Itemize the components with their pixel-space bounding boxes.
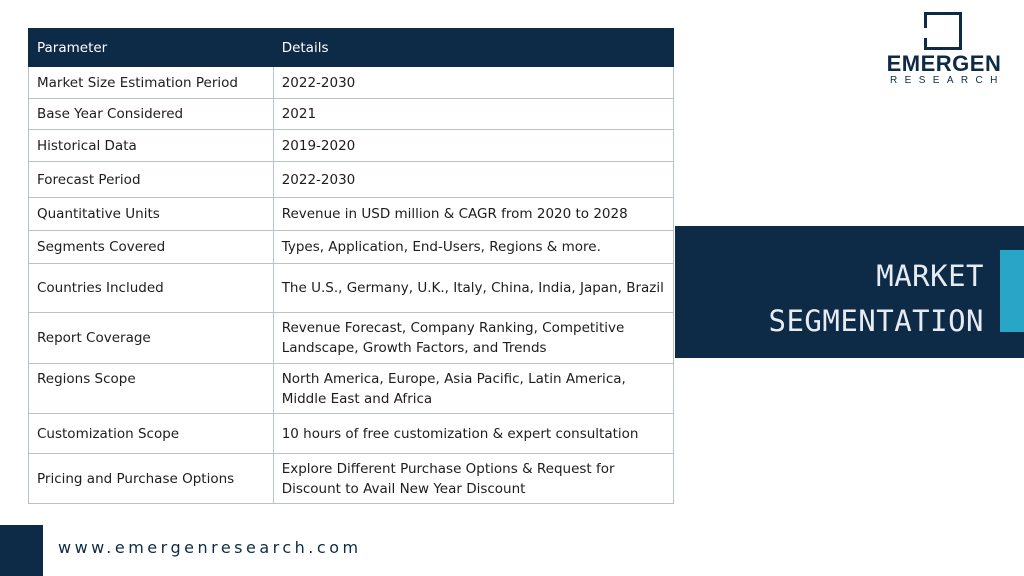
row-parameter: Regions Scope [29,364,274,414]
table-row [29,454,674,504]
row-details: The U.S., Germany, U.K., Italy, China, India, Japan, Brazil [273,264,673,313]
row-parameter: Customization Scope [29,414,274,454]
row-parameter: Segments Covered [29,231,274,264]
logo-subtitle: RESEARCH [890,75,1005,86]
row-parameter: Report Coverage [29,313,274,364]
square-bracket-logo-icon [924,12,962,50]
row-details: 2019-2020 [273,130,673,162]
row-details: Revenue Forecast, Company Ranking, Competitive Landscape, Growth Factors, and Trends [273,313,673,364]
row-details: 2022-2030 [273,67,673,99]
accent-bar [1000,250,1024,332]
table-row [29,130,674,162]
table-row [29,313,674,364]
emergen-logo [886,12,1005,88]
row-details: 2022-2030 [273,162,673,198]
table-row [29,364,674,414]
row-details: North America, Europe, Asia Pacific, Latin America, Middle East and Africa [273,364,673,414]
row-parameter: Base Year Considered [29,99,274,130]
website-link[interactable]: www.emergenresearch.com [58,538,362,557]
row-parameter: Pricing and Purchase Options [29,454,274,504]
panel-title-line1: MARKET [876,259,984,293]
row-details: 2021 [273,99,673,130]
segmentation-table [28,28,674,504]
table-row [29,99,674,130]
row-details: 10 hours of free customization & expert consultation [273,414,673,454]
table-row [29,264,674,313]
table-header-row [29,29,674,67]
table-row [29,162,674,198]
row-parameter: Market Size Estimation Period [29,67,274,99]
panel-title [768,254,984,344]
row-parameter: Countries Included [29,264,274,313]
row-details: Explore Different Purchase Options & Request for Discount to Avail New Year Discount [273,454,673,504]
header-details: Details [273,29,673,67]
logo-mark-gap [924,28,928,38]
table-row [29,198,674,231]
row-parameter: Forecast Period [29,162,274,198]
logo-name: EMERGEN [886,51,1002,76]
table-row [29,414,674,454]
panel-title-line2: SEGMENTATION [768,304,984,338]
table-row [29,231,674,264]
row-details: Types, Application, End-Users, Regions & more. [273,231,673,264]
header-parameter: Parameter [29,29,274,67]
table-row [29,67,674,99]
footer-block [0,525,43,576]
row-parameter: Quantitative Units [29,198,274,231]
row-parameter: Historical Data [29,130,274,162]
segmentation-panel [675,226,1024,358]
row-details: Revenue in USD million & CAGR from 2020 to 2028 [273,198,673,231]
